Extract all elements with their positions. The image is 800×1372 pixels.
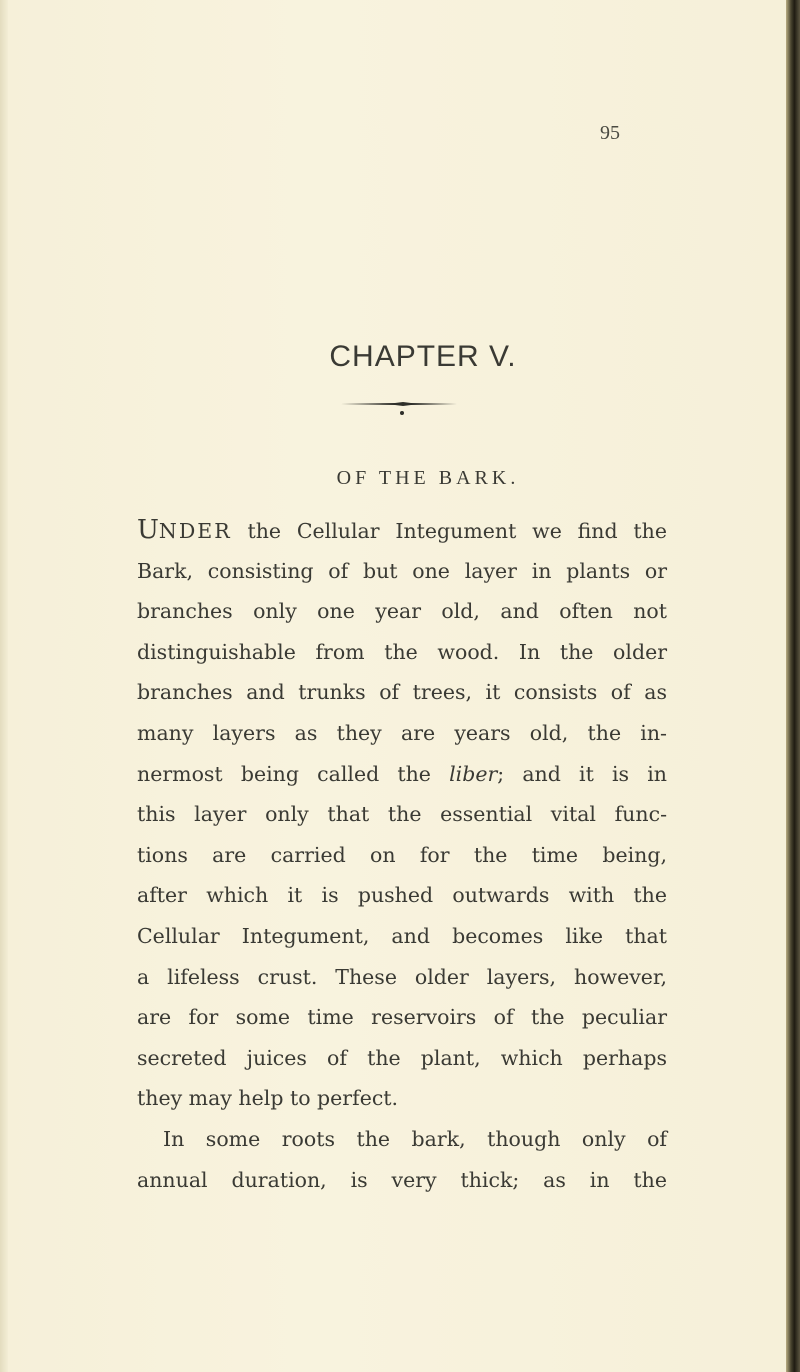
section-title bbox=[0, 467, 786, 490]
ornament-rule bbox=[339, 401, 459, 415]
opening-rest: the Cellular Integument we find the bbox=[231, 519, 667, 543]
text-line: In some roots the bark, though only of bbox=[163, 1126, 667, 1151]
page-left-edge bbox=[0, 0, 8, 1372]
opening-smallcaps: NDER bbox=[158, 519, 232, 543]
text-line: are for some time reservoirs of the peculiar bbox=[137, 1005, 667, 1030]
text-line: secreted juices of the plant, which perhaps bbox=[137, 1045, 667, 1070]
text-line: distinguishable from the wood. In the older bbox=[137, 639, 667, 664]
drop-capital: U bbox=[137, 515, 159, 545]
text-line: many layers as they are years old, the in- bbox=[137, 720, 667, 745]
section-title-text: OF THE BARK. bbox=[336, 467, 520, 489]
text-line-liber bbox=[137, 754, 667, 795]
text-line: this layer only that the essential vital func- bbox=[137, 802, 667, 827]
text-line: they may help to perfect. bbox=[137, 1086, 399, 1111]
page-number: 95 bbox=[600, 122, 620, 144]
text-line: after which it is pushed outwards with the bbox=[137, 883, 667, 908]
chapter-title bbox=[0, 340, 786, 374]
text-line: annual duration, is very thick; as in the bbox=[137, 1167, 667, 1192]
liber-italic: liber bbox=[449, 761, 498, 786]
book-spine-edge bbox=[786, 0, 800, 1372]
text-line: a lifeless crust. These older layers, however, bbox=[137, 964, 667, 989]
text-line: Bark, consisting of but one layer in plants or bbox=[137, 558, 667, 583]
text-line: branches only one year old, and often not bbox=[137, 599, 667, 624]
liber-before: nermost being called the bbox=[137, 761, 450, 786]
text-line-opening bbox=[137, 510, 667, 551]
text-line: tions are carried on for the time being, bbox=[137, 842, 667, 867]
body-text bbox=[137, 510, 667, 1200]
liber-after: ; and it is in bbox=[497, 761, 667, 786]
text-line: Cellular Integument, and becomes like that bbox=[137, 923, 667, 948]
chapter-title-text: CHAPTER V. bbox=[329, 340, 517, 373]
text-line: branches and trunks of trees, it consists of as bbox=[137, 680, 667, 705]
